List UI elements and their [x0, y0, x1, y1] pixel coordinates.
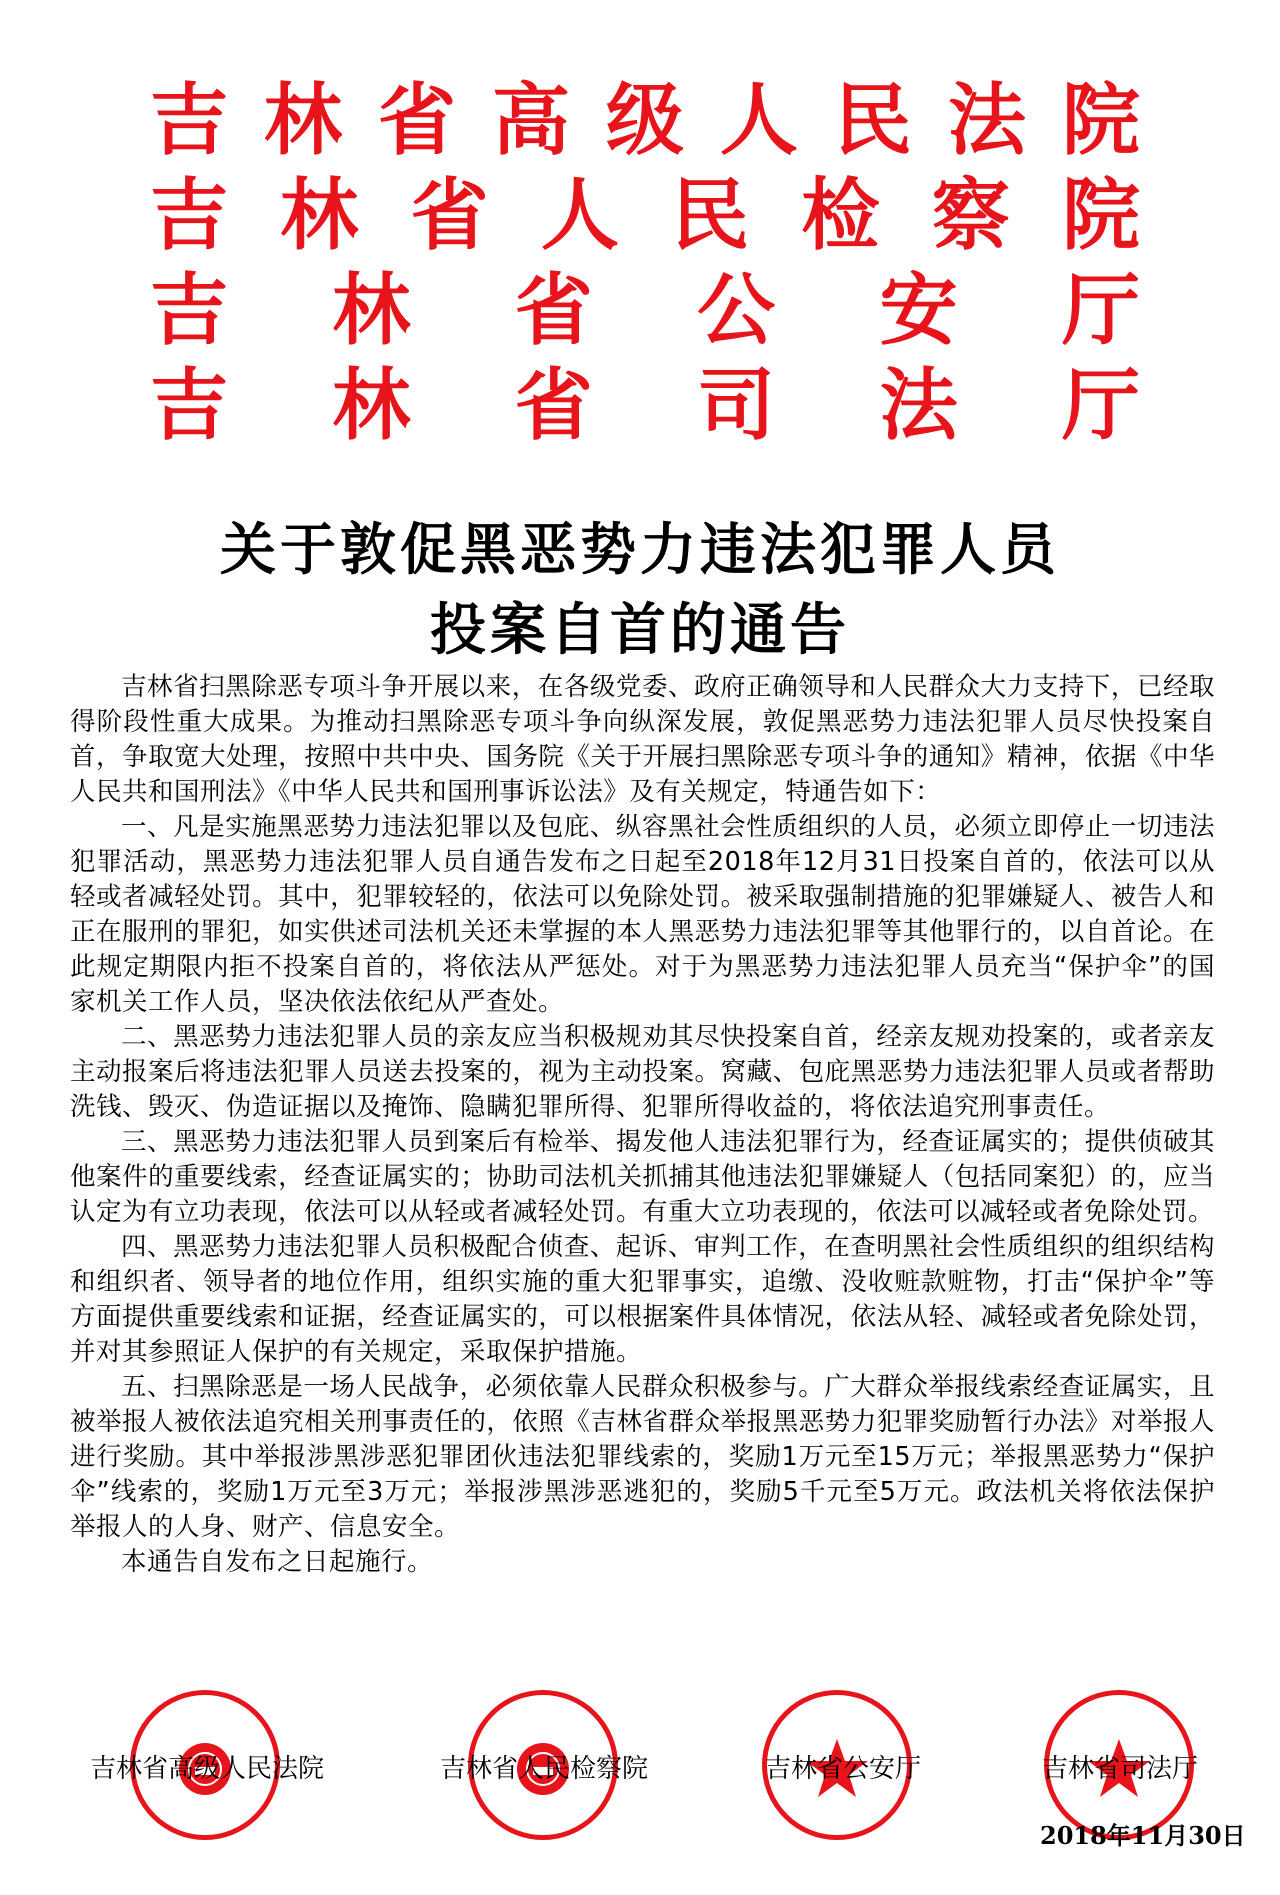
- signatory-court: 吉林省高级人民法院: [90, 1754, 325, 1784]
- issuer-character: 法: [947, 76, 1026, 166]
- issuer-character: 吉: [150, 76, 229, 166]
- issuer-character: 省: [514, 266, 593, 356]
- issuer-character: 级: [605, 76, 684, 166]
- issuer-character: 厅: [1061, 266, 1140, 356]
- issuer-character: 司: [697, 361, 776, 451]
- paragraph-closing: 本通告自发布之日起施行。: [121, 1547, 434, 1577]
- signatory-procuratorate: 吉林省人民检察院: [440, 1754, 649, 1784]
- issuer-line-procuratorate: [150, 169, 1140, 264]
- issuer-character: 法: [879, 361, 958, 451]
- issuer-character: 院: [1061, 76, 1140, 166]
- issuer-character: 检: [801, 171, 880, 261]
- paragraph-item-2: 二、黑恶势力违法犯罪人员的亲友应当积极规劝其尽快投案自首，经亲友规劝投案的，或者亲友主动报案后将违法犯罪人员送去投案的，视为主动投案。窝藏、包庇黑恶势力违法犯罪人员或者帮助洗钱、毁灭、伪造证据以及掩饰、隐瞒犯罪所得、犯罪所得收益的，将依法追究刑事责任。: [70, 1022, 1215, 1122]
- issuer-header: [150, 74, 1140, 454]
- issuer-character: 林: [332, 361, 411, 451]
- signatory-public-security: 吉林省公安厅: [765, 1754, 922, 1784]
- paragraph-item-1: 一、凡是实施黑恶势力违法犯罪以及包庇、纵容黑社会性质组织的人员，必须立即停止一切违法犯罪活动，黑恶势力违法犯罪人员自通告发布之日起至2018年12月31日投案自首的，依法可以从轻或者减轻处罚。其中，犯罪较轻的，依法可以免除处罚。被采取强制措施的犯罪嫌疑人、被告人和正在服刑的罪犯，如实供述司法机关还未掌握的本人黑恶势力违法犯罪等其他罪行的，以自首论。在此规定期限内拒不投案自首的，将依法从严惩处。对于为黑恶势力违法犯罪人员充当“保护伞”的国家机关工作人员，坚决依法依纪从严查处。: [70, 812, 1215, 1017]
- issue-date: 2018年11月30日: [1040, 1821, 1246, 1850]
- issuer-character: 民: [671, 171, 750, 261]
- issuer-character: 林: [263, 76, 342, 166]
- issuer-line-public-security: [150, 264, 1140, 359]
- issuer-character: 省: [377, 76, 456, 166]
- document-title-line-1: 关于敦促黑恶势力违法犯罪人员: [220, 517, 1060, 583]
- issuer-character: 省: [410, 171, 489, 261]
- paragraph-preamble: 吉林省扫黑除恶专项斗争开展以来，在各级党委、政府正确领导和人民群众大力支持下，已经取得阶段性重大成果。为推动扫黑除恶专项斗争向纵深发展，敦促黑恶势力违法犯罪人员尽快投案自首，争取宽大处理，按照中共中央、国务院《关于开展扫黑除恶专项斗争的通知》精神，依据《中华人民共和国刑法》《中华人民共和国刑事诉讼法》及有关规定，特通告如下：: [70, 672, 1215, 807]
- issuer-character: 人: [540, 171, 619, 261]
- issuer-character: 林: [332, 266, 411, 356]
- paragraph-item-4: 四、黑恶势力违法犯罪人员积极配合侦查、起诉、审判工作，在查明黑社会性质组织的组织结构和组织者、领导者的地位作用，组织实施的重大犯罪事实，追缴、没收赃款赃物，打击“保护伞”等方面提供重要线索和证据，经查证属实的，可以根据案件具体情况，依法从轻、减轻或者免除处罚，并对其参照证人保护的有关规定，采取保护措施。: [70, 1232, 1215, 1367]
- signatory-justice: 吉林省司法厅: [1042, 1754, 1199, 1784]
- issuer-character: 吉: [150, 171, 229, 261]
- issuer-character: 林: [280, 171, 359, 261]
- paragraph-item-5: 五、扫黑除恶是一场人民战争，必须依靠人民群众积极参与。广大群众举报线索经查证属实，且被举报人被依法追究相关刑事责任的，依照《吉林省群众举报黑恶势力犯罪奖励暂行办法》对举报人进行奖励。其中举报涉黑涉恶犯罪团伙违法犯罪线索的，奖励1万元至15万元；举报黑恶势力“保护伞”线索的，奖励1万元至3万元；举报涉黑涉恶逃犯的，奖励5千元至5万元。政法机关将依法保护举报人的人身、财产、信息安全。: [70, 1372, 1215, 1542]
- issuer-character: 吉: [150, 266, 229, 356]
- issuer-character: 吉: [150, 361, 229, 451]
- issuer-character: 省: [514, 361, 593, 451]
- notice-body: [70, 670, 1215, 1580]
- issuer-character: 公: [697, 266, 776, 356]
- issuer-character: 安: [879, 266, 958, 356]
- document-title-line-2: 投案自首的通告: [430, 597, 850, 663]
- issuer-character: 厅: [1061, 361, 1140, 451]
- issuer-character: 察: [931, 171, 1010, 261]
- issuer-character: 民: [833, 76, 912, 166]
- issuer-line-justice: [150, 359, 1140, 454]
- paragraph-item-3: 三、黑恶势力违法犯罪人员到案后有检举、揭发他人违法犯罪行为，经查证属实的；提供侦破其他案件的重要线索，经查证属实的；协助司法机关抓捕其他违法犯罪嫌疑人（包括同案犯）的，应当认定为有立功表现，依法可以从轻或者减轻处罚。有重大立功表现的，依法可以减轻或者免除处罚。: [70, 1127, 1215, 1227]
- issuer-character: 高: [491, 76, 570, 166]
- issuer-line-court: [150, 74, 1140, 169]
- issuer-character: 院: [1061, 171, 1140, 261]
- issuer-character: 人: [719, 76, 798, 166]
